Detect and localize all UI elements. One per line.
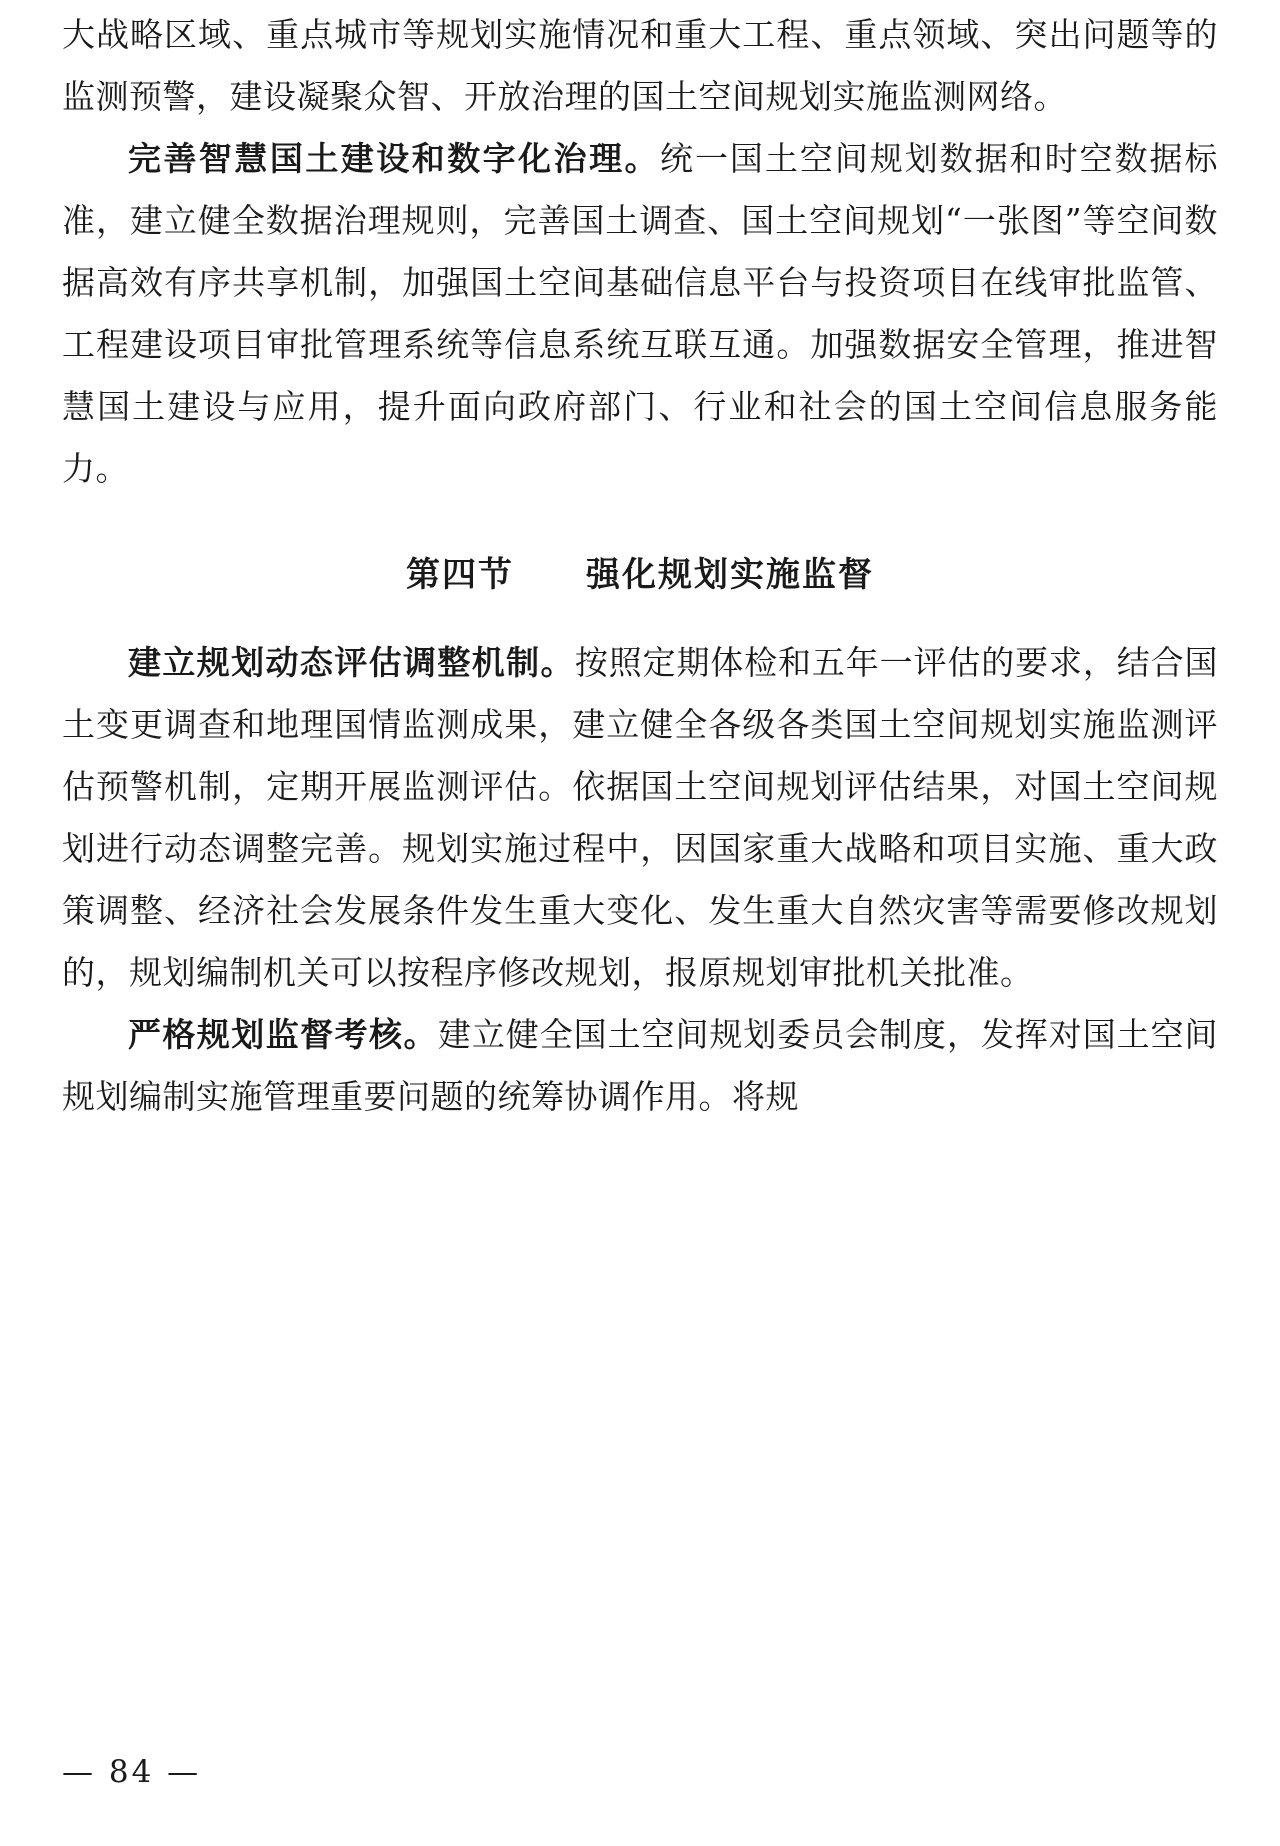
paragraph-lead-in: 严格规划监督考核。 xyxy=(128,1015,438,1054)
paragraph-text: 建立健全国土空间规划委员会制度，发挥对国土空间规划编制实施管理重要问题的统筹协调作用。将规 xyxy=(62,1015,1219,1116)
spacer xyxy=(62,606,1218,632)
page-number: — 84 — xyxy=(62,1754,202,1790)
paragraph-lead-in: 完善智慧国土建设和数字化治理。 xyxy=(128,139,660,178)
page-footer xyxy=(0,1754,1280,1790)
document-body xyxy=(62,0,1218,1128)
paragraph-lead-in: 建立规划动态评估调整机制。 xyxy=(128,643,575,682)
paragraph-supervision-assessment xyxy=(62,1004,1218,1128)
paragraph-continuation xyxy=(62,4,1218,128)
paragraph-text: 大战略区域、重点城市等规划实施情况和重大工程、重点领域、突出问题等的监测预警，建设凝聚众智、开放治理的国土空间规划实施监测网络。 xyxy=(62,15,1218,116)
paragraph-text: 统一国土空间规划数据和时空数据标准，建立健全数据治理规则，完善国土调查、国土空间规划“一张图”等空间数据高效有序共享机制，加强国土空间基础信息平台与投资项目在线审批监管、工程建设项目审批管理系统等信息系统互联互通。加强数据安全管理，推进智慧国土建设与应用，提升面向政府部门、行业和社会的国土空间信息服务能力。 xyxy=(62,139,1219,488)
section-heading: 第四节 强化规划实施监督 xyxy=(406,555,874,595)
paragraph-text: 按照定期体检和五年一评估的要求，结合国土变更调查和地理国情监测成果，建立健全各级各类国土空间规划实施监测评估预警机制，定期开展监测评估。依据国土空间规划评估结果，对国土空间规划进行动态调整完善。规划实施过程中，因国家重大战略和项目实施、重大政策调整、经济社会发展条件发生重大变化、发生重大自然灾害等需要修改规划的，规划编制机关可以按程序修改规划，报原规划审批机关批准。 xyxy=(62,643,1219,992)
paragraph-smart-land xyxy=(62,128,1218,500)
spacer xyxy=(62,500,1218,544)
paragraph-dynamic-assessment xyxy=(62,632,1218,1004)
